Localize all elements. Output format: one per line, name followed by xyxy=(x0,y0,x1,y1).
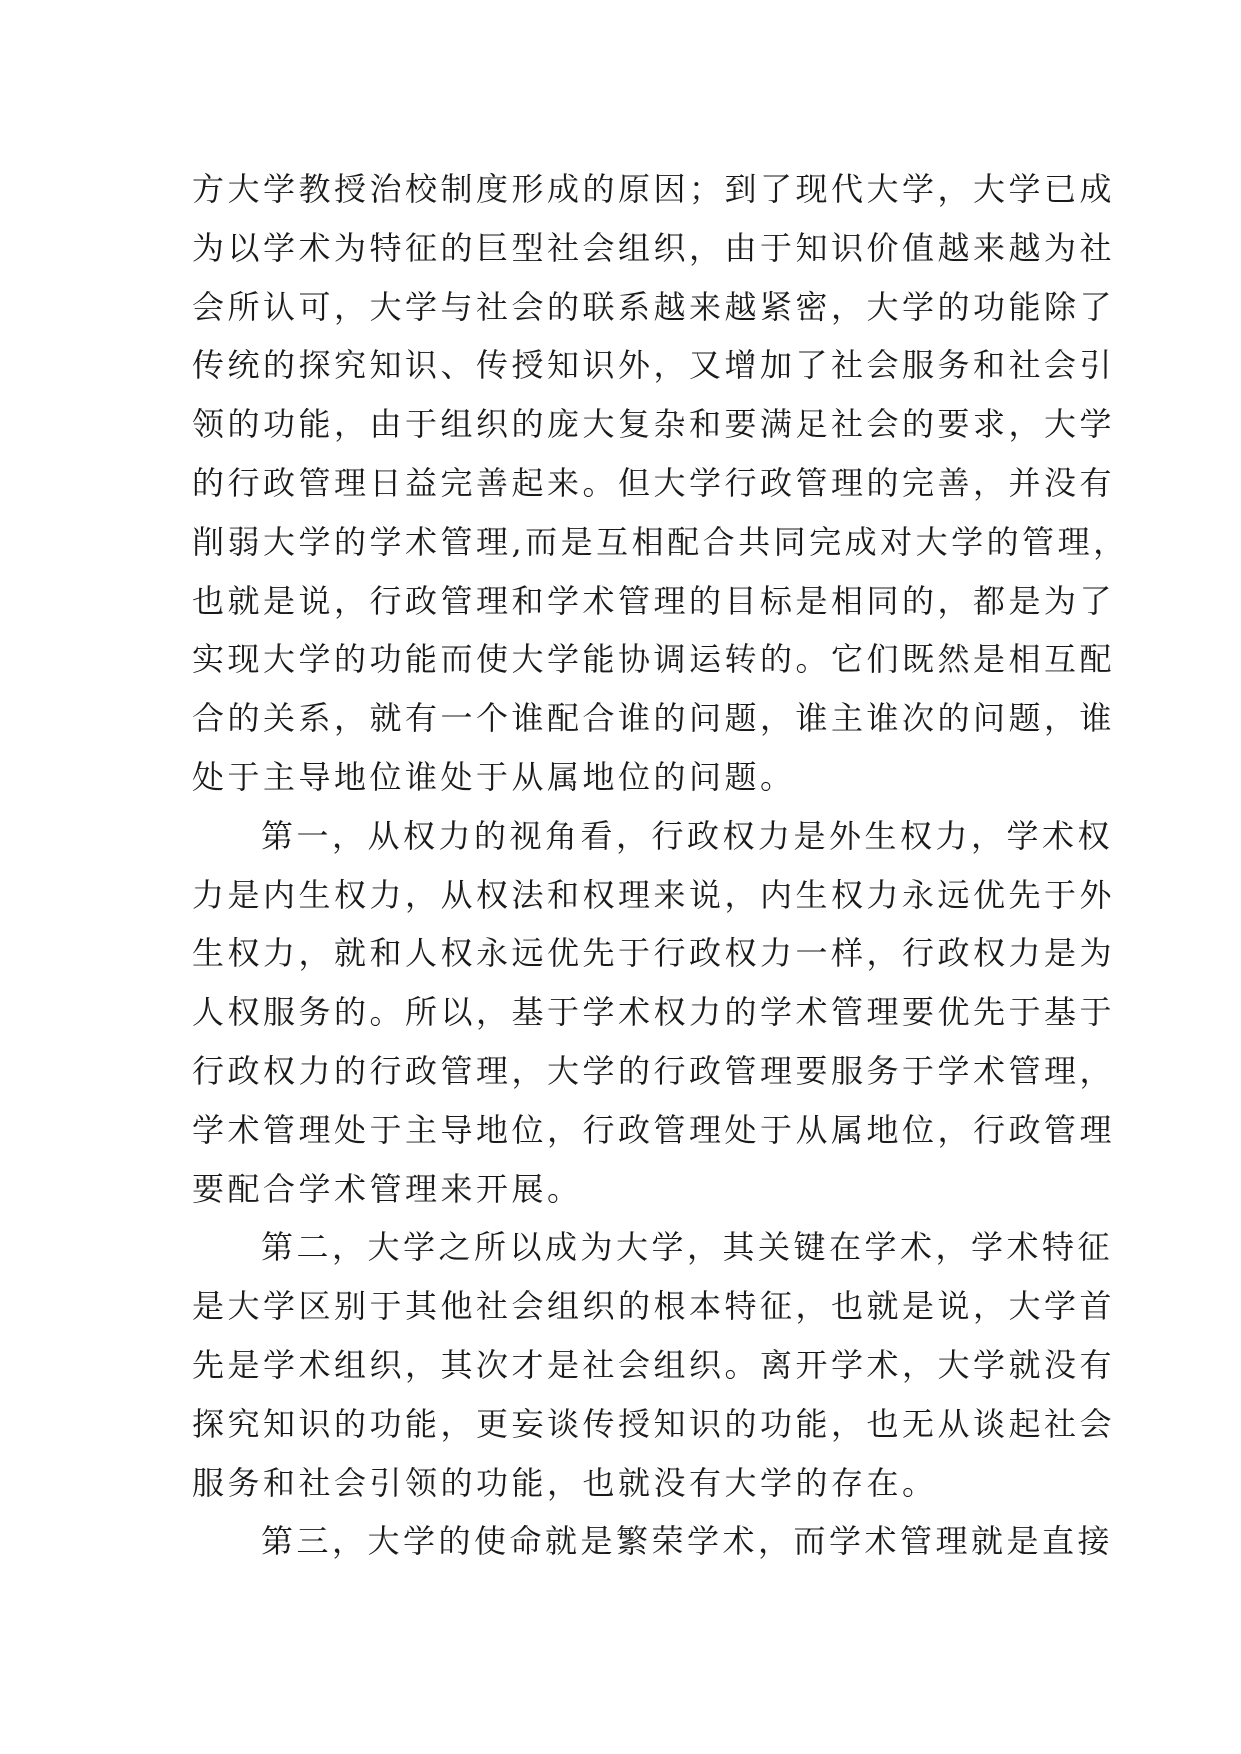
text-line: 是大学区别于其他社会组织的根本特征，也就是说，大学首 xyxy=(192,1287,1116,1326)
text-line: 的行政管理日益完善起来。但大学行政管理的完善，并没有 xyxy=(192,463,1116,502)
text-line: 领的功能，由于组织的庞大复杂和要满足社会的要求，大学 xyxy=(192,405,1116,444)
paragraph-first-line: 第一，从权力的视角看，行政权力是外生权力，学术权 xyxy=(261,816,1114,855)
body-text xyxy=(192,160,1129,1571)
text-line: 为以学术为特征的巨型社会组织，由于知识价值越来越为社 xyxy=(192,228,1116,267)
text-line: 服务和社会引领的功能，也就没有大学的存在。 xyxy=(192,1463,938,1502)
text-line: 力是内生权力，从权法和权理来说，内生权力永远优先于外 xyxy=(192,875,1116,914)
text-line: 传统的探究知识、传授知识外，又增加了社会服务和社会引 xyxy=(192,346,1116,385)
text-line: 行政权力的行政管理，大学的行政管理要服务于学术管理， xyxy=(192,1051,1116,1090)
text-line: 探究知识的功能，更妄谈传授知识的功能，也无从谈起社会 xyxy=(192,1404,1116,1443)
text-line: 也就是说，行政管理和学术管理的目标是相同的，都是为了 xyxy=(192,581,1116,620)
text-line: 会所认可，大学与社会的联系越来越紧密，大学的功能除了 xyxy=(192,287,1116,326)
text-line: 生权力，就和人权永远优先于行政权力一样，行政权力是为 xyxy=(192,934,1116,973)
text-line: 方大学教授治校制度形成的原因；到了现代大学，大学已成 xyxy=(192,170,1116,208)
text-line: 实现大学的功能而使大学能协调运转的。它们既然是相互配 xyxy=(192,640,1116,679)
text-line: 人权服务的。所以，基于学术权力的学术管理要优先于基于 xyxy=(192,993,1116,1032)
text-line: 学术管理处于主导地位，行政管理处于从属地位，行政管理 xyxy=(192,1110,1116,1149)
text-line: 处于主导地位谁处于从属地位的问题。 xyxy=(192,757,796,796)
text-line: 合的关系，就有一个谁配合谁的问题，谁主谁次的问题，谁 xyxy=(192,699,1116,738)
text-line: 先是学术组织，其次才是社会组织。离开学术，大学就没有 xyxy=(192,1345,1116,1384)
paragraph-first-line: 第三，大学的使命就是繁荣学术，而学术管理就是直接 xyxy=(261,1522,1114,1561)
text-line: 要配合学术管理来开展。 xyxy=(192,1169,583,1208)
paragraph-first-line: 第二，大学之所以成为大学，其关键在学术，学术特征 xyxy=(261,1228,1114,1267)
text-line: 削弱大学的学术管理,而是互相配合共同完成对大学的管理， xyxy=(192,522,1129,561)
